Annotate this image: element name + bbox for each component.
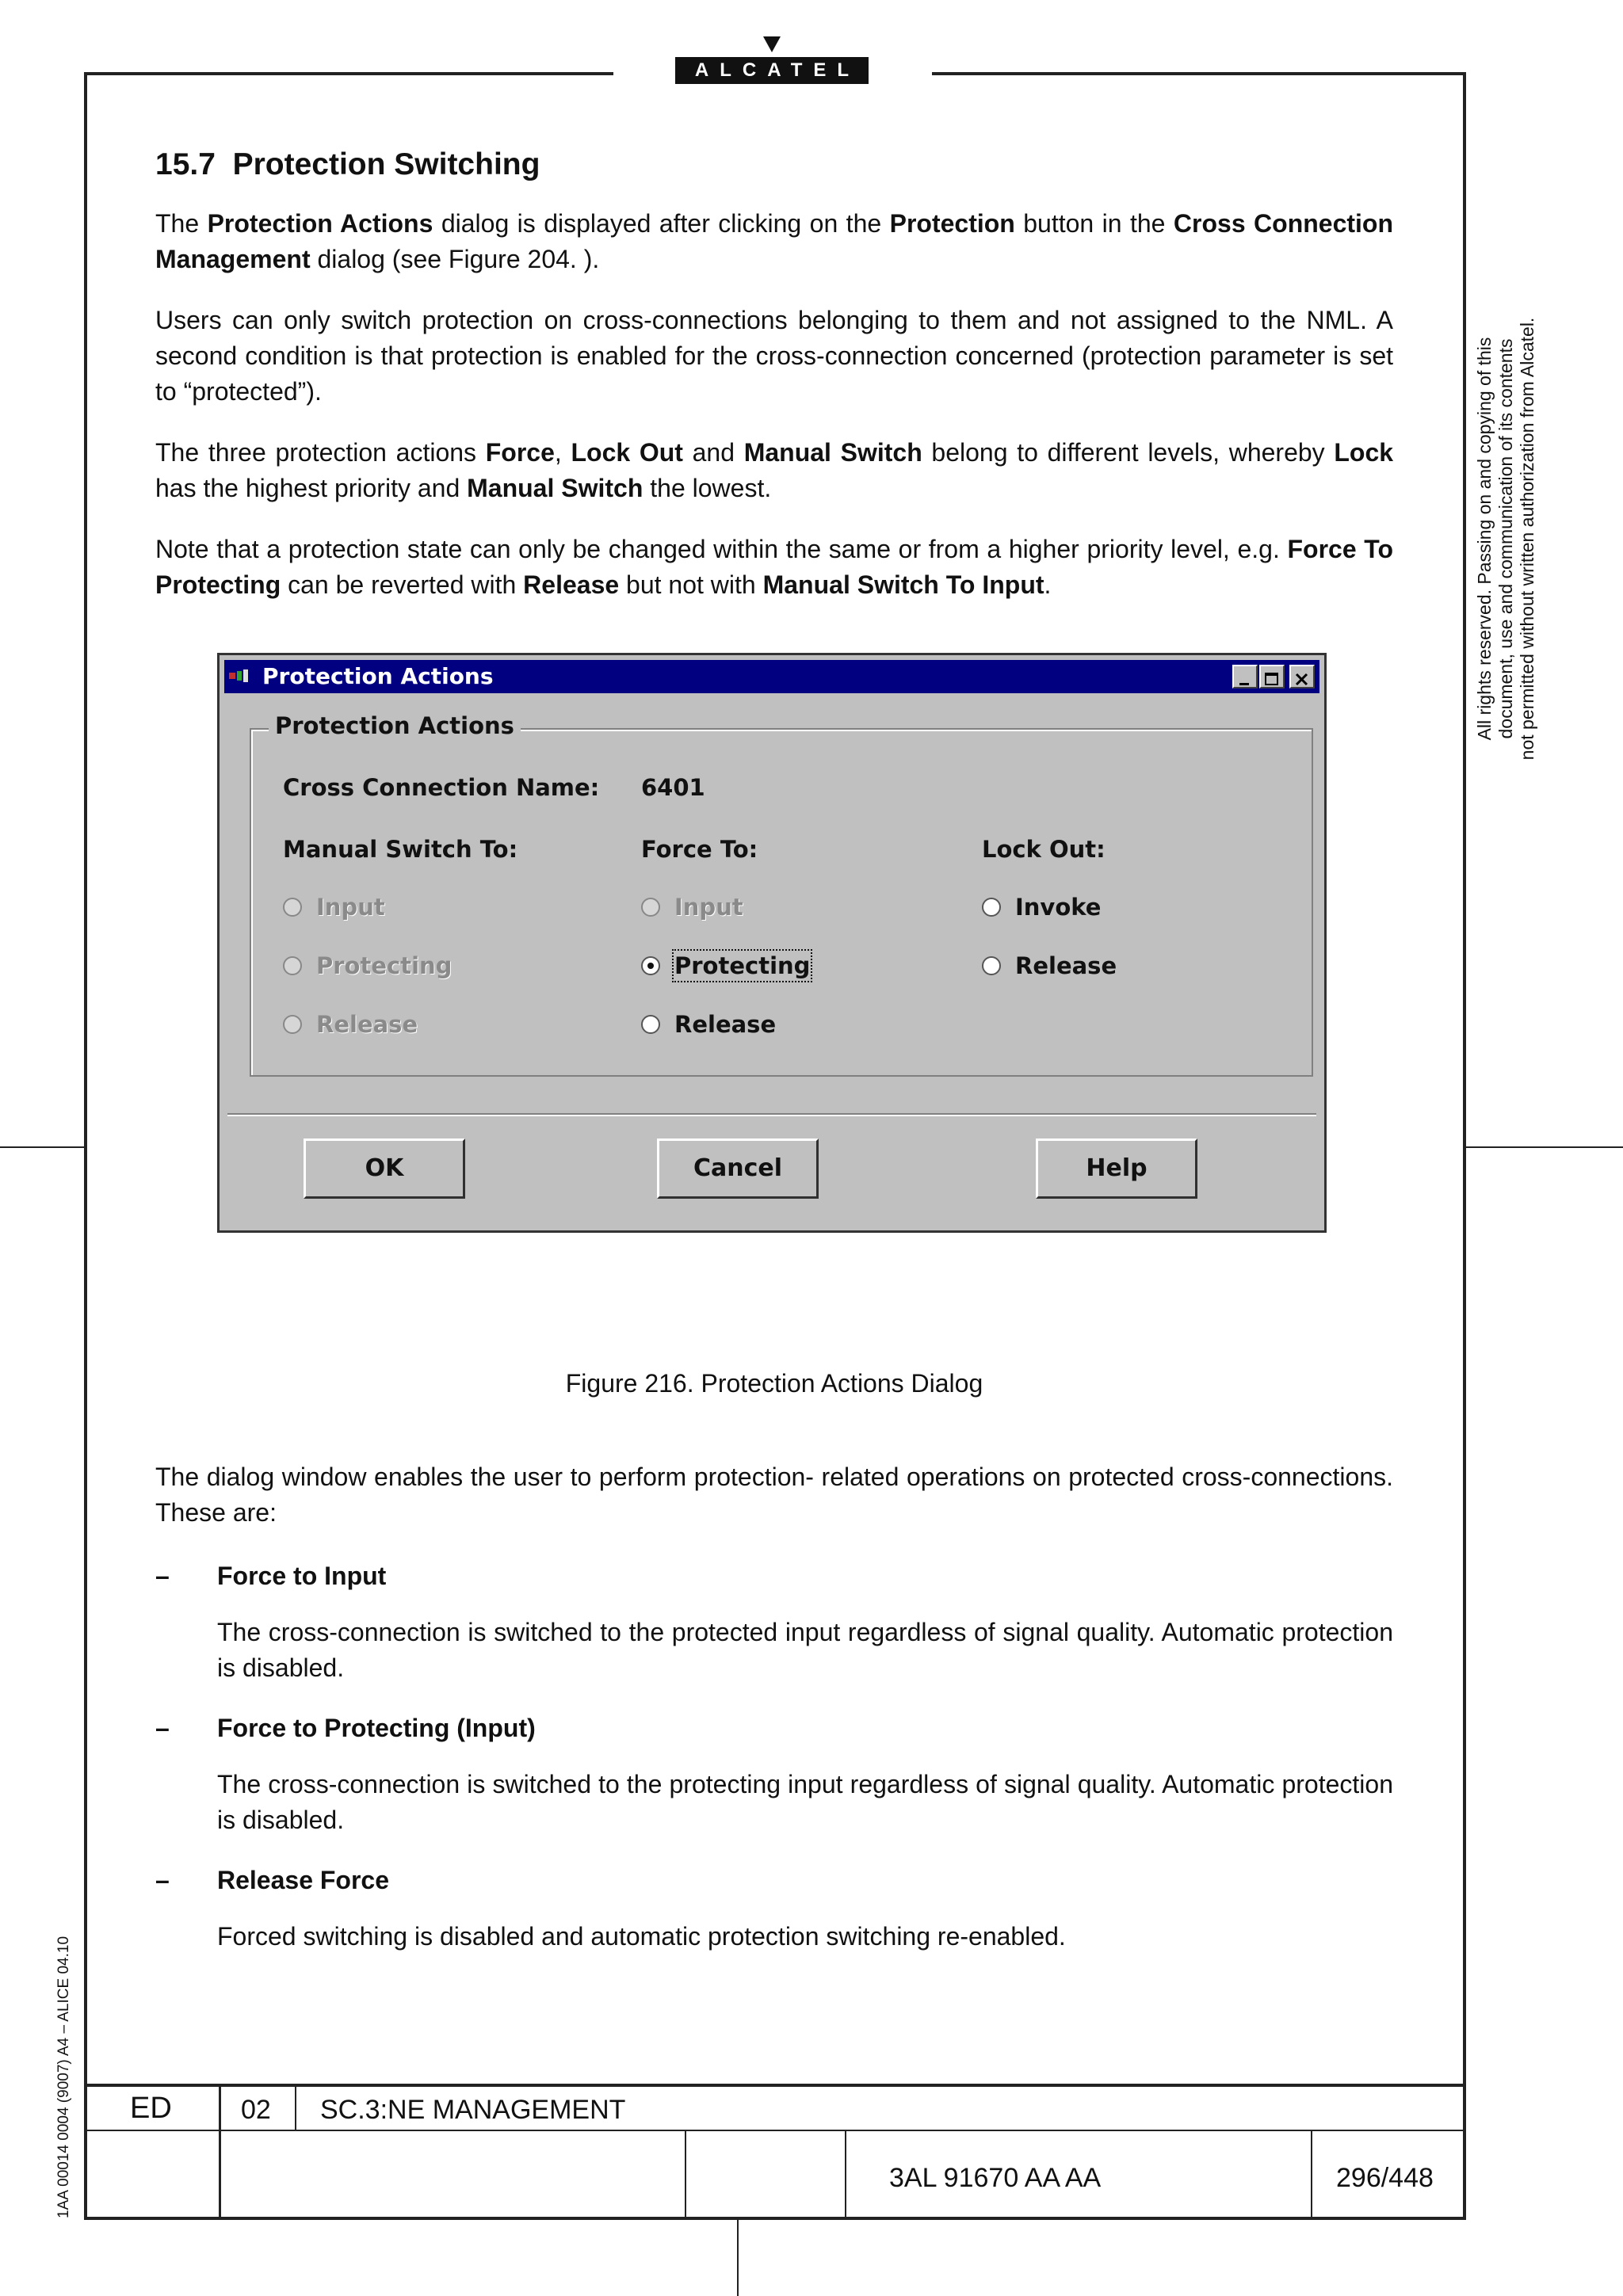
bullet-body: Forced switching is disabled and automatic protection switching re-enabled. <box>217 1922 1066 1951</box>
protection-actions-dialog <box>217 653 1327 1233</box>
footer-ed-label: ED <box>130 2092 172 2125</box>
app-icon <box>229 669 253 684</box>
radio-label: Protecting <box>674 952 811 979</box>
close-icon <box>1291 669 1313 690</box>
copyright-line: document, use and communication of its contents <box>1495 338 1516 739</box>
lock-out-heading: Lock Out: <box>982 836 1106 863</box>
xc-name-value: 6401 <box>641 774 705 801</box>
radio-dot <box>283 898 302 917</box>
paragraph-4: Note that a protection state can only be changed within the same or from a higher priority level, e.g. Force To Protecting can be reverted with Release but not with Manual Switch To Input. <box>155 535 1394 599</box>
radio-label: Protecting <box>316 952 453 979</box>
footer-section: SC.3:NE MANAGEMENT <box>320 2095 626 2125</box>
radio-dot <box>641 1015 660 1034</box>
radio-label: Release <box>316 1011 418 1038</box>
bullet-heading: – Force to Protecting (Input) <box>155 1714 536 1742</box>
minimize-icon <box>1234 669 1256 690</box>
logo-text: ALCATEL <box>675 57 869 84</box>
copyright-line: not permitted without written authorization from Alcatel. <box>1517 317 1537 761</box>
logo-triangle-icon <box>763 36 781 52</box>
footer-ed-value: 02 <box>241 2095 271 2125</box>
dialog-titlebar[interactable] <box>224 660 1319 693</box>
paragraph-2: Users can only switch protection on cross-connections belonging to them and not assigned to the NML. A second condition is that protection is enabled for the cross-connection concerned (protection parameter is set to “protected”). <box>155 306 1393 406</box>
footer-page: 296/448 <box>1336 2163 1434 2193</box>
radio-label: Invoke <box>1015 894 1102 921</box>
intro-paragraph: The dialog window enables the user to perform protection- related operations on protected cross-connections. These are: <box>155 1463 1393 1527</box>
alcatel-logo <box>675 36 869 84</box>
force-to-heading: Force To: <box>641 836 758 863</box>
radio-dot <box>283 956 302 975</box>
bullet-body: The cross-connection is switched to the protected input regardless of signal quality. Automatic protection is disabled. <box>217 1618 1393 1682</box>
help-button[interactable]: Help <box>1036 1138 1197 1199</box>
maximize-button[interactable] <box>1259 665 1285 688</box>
dialog-separator <box>227 1113 1316 1116</box>
xc-name-label: Cross Connection Name: <box>283 774 600 801</box>
paragraph-3: The three protection actions Force, Lock Out and Manual Switch belong to different levels, whereby Lock has the highest priority and Manual Switch the lowest. <box>155 438 1394 502</box>
ok-button[interactable]: OK <box>304 1138 465 1199</box>
group-title: Protection Actions <box>269 712 521 739</box>
bullet-heading: – Force to Input <box>155 1562 387 1590</box>
form-code: 1AA 00014 0004 (9007) A4 – ALICE 04.10 <box>55 1936 72 2218</box>
section-heading <box>155 147 1393 182</box>
copyright-note <box>1474 277 1569 800</box>
radio-label: Input <box>674 894 743 921</box>
radio-dot <box>982 898 1001 917</box>
radio-dot <box>982 956 1001 975</box>
after-content <box>155 1459 1393 1980</box>
margin-mark-right <box>1466 1146 1623 1148</box>
bullet-heading: – Release Force <box>155 1866 390 1894</box>
section-number: 15.7 <box>155 147 216 181</box>
margin-mark-left <box>0 1146 84 1148</box>
manual-switch-heading: Manual Switch To: <box>283 836 518 863</box>
radio-dot <box>283 1015 302 1034</box>
radio-label: Release <box>674 1011 777 1038</box>
paragraph-1: The Protection Actions dialog is displayed after clicking on the Protection button in the Cross Connection Management dialog (see Figure 204. ). <box>155 209 1394 273</box>
frame-top-right <box>932 72 1466 75</box>
maximize-icon <box>1261 669 1283 690</box>
figure-caption: Figure 216. Protection Actions Dialog <box>565 1369 983 1398</box>
footer-doc-number: 3AL 91670 AA AA <box>889 2163 1102 2193</box>
radio-dot-selected <box>641 956 660 975</box>
radio-label: Release <box>1015 952 1117 979</box>
protection-actions-group <box>250 712 1313 1077</box>
main-content <box>155 143 1393 628</box>
minimize-button[interactable] <box>1232 665 1258 688</box>
dialog-title: Protection Actions <box>262 663 494 689</box>
section-title: Protection Switching <box>232 147 540 181</box>
radio-label: Input <box>316 894 385 921</box>
radio-dot <box>641 898 660 917</box>
cancel-button[interactable]: Cancel <box>657 1138 819 1199</box>
bullet-body: The cross-connection is switched to the protecting input regardless of signal quality. Automatic protection is disabled. <box>217 1770 1393 1834</box>
copyright-line: All rights reserved. Passing on and copying of this <box>1474 337 1495 741</box>
frame-top-left <box>84 72 613 75</box>
close-button[interactable] <box>1289 665 1315 688</box>
frame-left <box>84 72 87 2220</box>
